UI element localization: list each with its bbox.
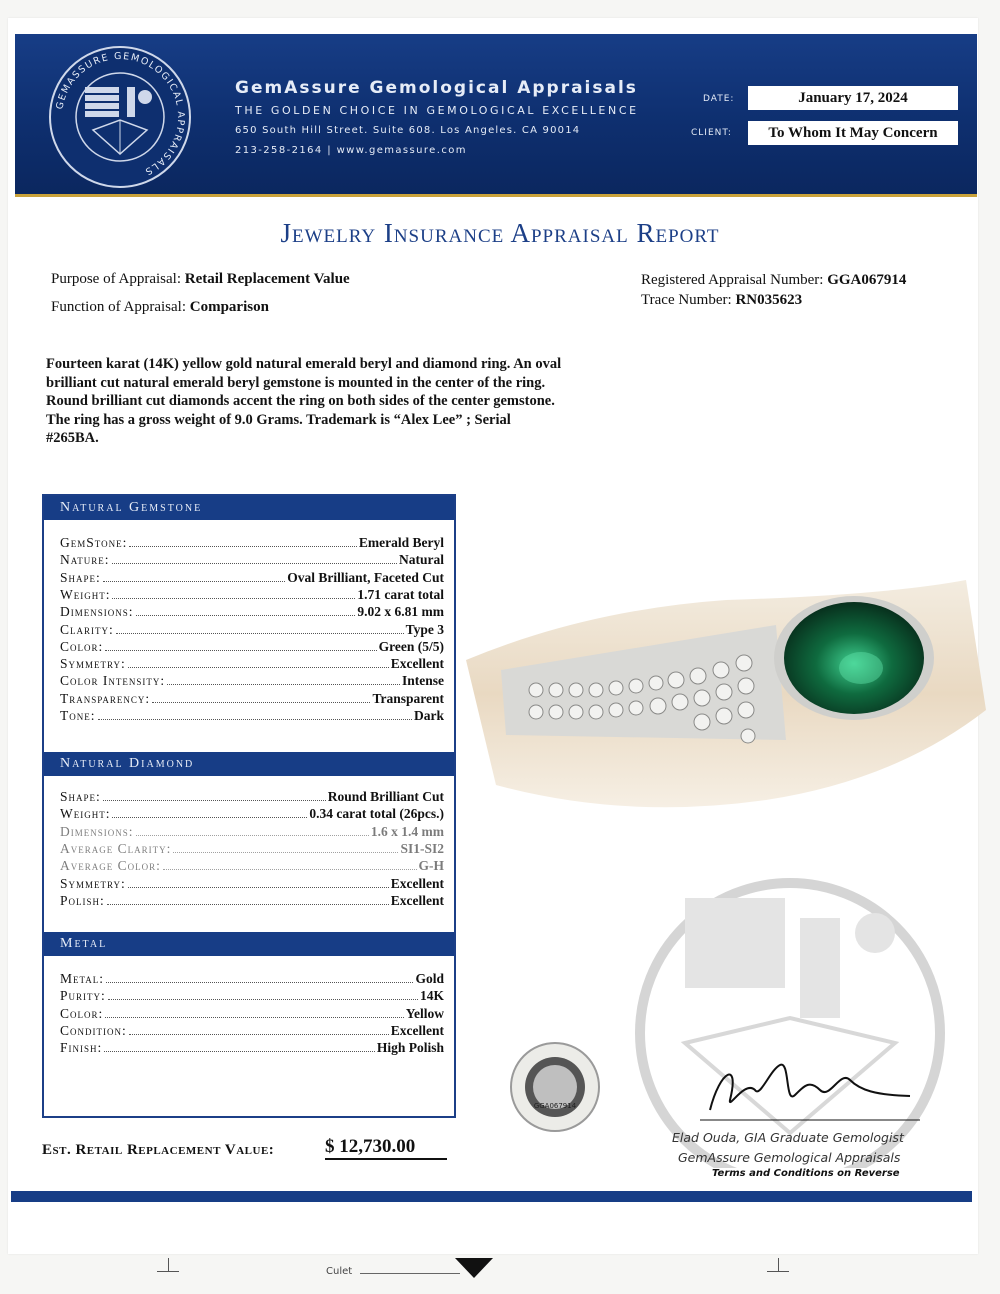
footer-bar bbox=[11, 1191, 972, 1202]
gemstone-row-value: Type 3 bbox=[405, 621, 444, 637]
dot-leader bbox=[112, 817, 307, 818]
gemstone-row-label: Weight: bbox=[60, 586, 111, 602]
dot-leader bbox=[103, 581, 286, 582]
company-name: GemAssure Gemological Appraisals bbox=[235, 78, 638, 98]
gemassure-seal-logo bbox=[45, 42, 195, 192]
diamond-row-label: Weight: bbox=[60, 806, 111, 822]
gemstone-row-label: Shape: bbox=[60, 569, 101, 585]
diamond-row bbox=[60, 857, 444, 874]
dot-leader bbox=[152, 702, 370, 703]
fold-mark bbox=[168, 1258, 169, 1272]
metal-row-label: Condition: bbox=[60, 1022, 127, 1038]
company-address: 650 South Hill Street. Suite 608. Los Angeles. CA 90014 bbox=[235, 125, 581, 136]
gemstone-row-label: Clarity: bbox=[60, 621, 114, 637]
trace-number-label: Trace Number: bbox=[641, 292, 732, 308]
diamond-row-label: Polish: bbox=[60, 892, 105, 908]
dot-leader bbox=[106, 982, 413, 983]
metal-row-label: Color: bbox=[60, 1005, 104, 1021]
dot-leader bbox=[112, 563, 398, 564]
diamond-row bbox=[60, 840, 444, 857]
gemstone-row bbox=[60, 672, 444, 689]
metal-row bbox=[60, 987, 444, 1004]
signature-image bbox=[700, 1050, 920, 1126]
retail-value-amount: $ 12,730.00 bbox=[325, 1136, 447, 1160]
gemstone-row bbox=[60, 638, 444, 655]
client-field: To Whom It May Concern bbox=[748, 121, 958, 145]
diamond-row-value: 1.6 x 1.4 mm bbox=[370, 823, 444, 839]
gemstone-row-label: Tone: bbox=[60, 708, 96, 723]
metal-row bbox=[60, 970, 444, 987]
report-title: Jewelry Insurance Appraisal Report bbox=[280, 218, 720, 248]
dot-leader bbox=[163, 869, 417, 870]
gemstone-row-value: Emerald Beryl bbox=[358, 535, 444, 550]
dot-leader bbox=[104, 1051, 375, 1052]
appraiser-name: Elad Ouda, GIA Graduate Gemologist bbox=[672, 1130, 904, 1145]
diamond-row bbox=[60, 875, 444, 892]
metal-section-heading: Metal bbox=[44, 932, 454, 956]
diamond-row-value: SI1-SI2 bbox=[400, 840, 444, 856]
purpose-label: Purpose of Appraisal: bbox=[51, 271, 181, 287]
gemstone-row bbox=[60, 621, 444, 638]
gemstone-row-value: Excellent bbox=[390, 656, 444, 672]
diamond-row-label: Average Color: bbox=[60, 858, 161, 874]
company-tagline: THE GOLDEN CHOICE IN GEMOLOGICAL EXCELLENCE bbox=[235, 104, 639, 117]
item-description: Fourteen karat (14K) yellow gold natural emerald beryl and diamond ring. An oval brilliant cut natural emerald beryl gemstone is mounted in the center of the ring. Round brilliant cut diamonds accent the ring on both sides of the center gemstone. The ring has a gross weight of 9.0 Grams. Trademark is “Alex Lee” ; Serial #265BA. bbox=[46, 356, 562, 446]
dot-leader bbox=[103, 800, 326, 801]
culet-line bbox=[360, 1273, 460, 1274]
dot-leader bbox=[167, 684, 400, 685]
diamond-row-value: G-H bbox=[418, 858, 444, 874]
diamond-row-value: Excellent bbox=[390, 875, 444, 891]
hologram-seal bbox=[508, 1040, 602, 1134]
gemstone-row-label: GemStone: bbox=[60, 535, 128, 550]
svg-text:GGA067914: GGA067914 bbox=[533, 1102, 577, 1110]
dot-leader bbox=[129, 1034, 389, 1035]
gemstone-row bbox=[60, 569, 444, 586]
specification-panel bbox=[42, 494, 456, 1118]
function-line bbox=[51, 299, 269, 316]
dot-leader bbox=[173, 852, 398, 853]
gemstone-section-heading: Natural Gemstone bbox=[44, 496, 454, 520]
dot-leader bbox=[128, 887, 389, 888]
dot-leader bbox=[129, 546, 357, 547]
registered-number-value: GGA067914 bbox=[827, 272, 907, 288]
diamond-row bbox=[60, 805, 444, 822]
diamond-row-label: Dimensions: bbox=[60, 823, 134, 839]
gemstone-row-value: 9.02 x 6.81 mm bbox=[357, 604, 444, 620]
terms-note: Terms and Conditions on Reverse bbox=[712, 1168, 900, 1179]
dot-leader bbox=[105, 1017, 403, 1018]
gemstone-row-label: Dimensions: bbox=[60, 604, 134, 620]
gemstone-row bbox=[60, 534, 444, 551]
gemstone-row bbox=[60, 603, 444, 620]
svg-text:GEMASSURE GEMOLOGICAL APPRAISA: GEMASSURE GEMOLOGICAL APPRAISALS bbox=[54, 50, 187, 178]
gemstone-row-value: Intense bbox=[401, 673, 444, 689]
dot-leader bbox=[107, 904, 389, 905]
gemstone-row-value: 1.71 carat total bbox=[357, 586, 444, 602]
function-label: Function of Appraisal: bbox=[51, 299, 186, 315]
appraiser-company: GemAssure Gemological Appraisals bbox=[678, 1150, 901, 1165]
client-label: CLIENT: bbox=[691, 128, 732, 138]
metal-row-value: Gold bbox=[415, 971, 444, 986]
metal-row-value: 14K bbox=[419, 988, 444, 1004]
trace-number-line bbox=[641, 292, 802, 309]
gemstone-row bbox=[60, 690, 444, 707]
retail-value-label: Est. Retail Replacement Value: bbox=[42, 1142, 275, 1158]
diamond-row-label: Average Clarity: bbox=[60, 840, 172, 856]
company-contact: 213-258-2164 | www.gemassure.com bbox=[235, 145, 467, 156]
metal-row-label: Finish: bbox=[60, 1040, 103, 1056]
dot-leader bbox=[136, 615, 356, 616]
metal-row bbox=[60, 1039, 444, 1056]
gemstone-row-label: Nature: bbox=[60, 552, 110, 568]
gemstone-row-value: Oval Brilliant, Faceted Cut bbox=[287, 569, 444, 585]
registered-number-label: Registered Appraisal Number: bbox=[641, 272, 824, 288]
dot-leader bbox=[98, 719, 413, 720]
gemstone-row-value: Natural bbox=[399, 552, 444, 568]
registered-number-line bbox=[641, 272, 906, 289]
dot-leader bbox=[116, 633, 404, 634]
dot-leader bbox=[108, 999, 418, 1000]
function-value: Comparison bbox=[189, 299, 269, 315]
metal-row-label: Purity: bbox=[60, 988, 106, 1004]
diamond-row-value: Round Brilliant Cut bbox=[327, 789, 444, 804]
fold-mark bbox=[778, 1258, 779, 1272]
trace-number-value: RN035623 bbox=[735, 292, 803, 308]
diamond-row bbox=[60, 892, 444, 909]
fold-mark bbox=[157, 1271, 179, 1272]
ring-photo bbox=[466, 540, 996, 835]
gemstone-row-value: Transparent bbox=[372, 690, 444, 706]
diamond-row-label: Symmetry: bbox=[60, 875, 126, 891]
fold-mark bbox=[767, 1271, 789, 1272]
gemstone-row bbox=[60, 551, 444, 568]
diamond-section-heading: Natural Diamond bbox=[44, 752, 454, 776]
purpose-value: Retail Replacement Value bbox=[184, 271, 350, 287]
metal-row bbox=[60, 1005, 444, 1022]
gemstone-row-label: Color: bbox=[60, 638, 104, 654]
dot-leader bbox=[105, 650, 376, 651]
gemstone-row-label: Transparency: bbox=[60, 690, 151, 706]
metal-row-value: Excellent bbox=[390, 1022, 444, 1038]
dot-leader bbox=[136, 835, 369, 836]
gemstone-row bbox=[60, 655, 444, 672]
diamond-row bbox=[60, 788, 444, 805]
metal-row-value: Yellow bbox=[405, 1005, 444, 1021]
purpose-line bbox=[51, 271, 350, 288]
gemstone-row-label: Color Intensity: bbox=[60, 673, 166, 689]
gemstone-row bbox=[60, 707, 444, 724]
dot-leader bbox=[128, 667, 389, 668]
dot-leader bbox=[112, 598, 355, 599]
gemstone-row-value: Dark bbox=[414, 708, 444, 723]
diamond-row bbox=[60, 823, 444, 840]
metal-row bbox=[60, 1022, 444, 1039]
culet-diamond-icon bbox=[455, 1258, 493, 1278]
metal-row-value: High Polish bbox=[376, 1040, 444, 1056]
diamond-row-value: 0.34 carat total (26pcs.) bbox=[309, 806, 444, 822]
gemstone-row-value: Green (5/5) bbox=[378, 638, 444, 654]
gemstone-row bbox=[60, 586, 444, 603]
date-field: January 17, 2024 bbox=[748, 86, 958, 110]
metal-row-label: Metal: bbox=[60, 971, 105, 986]
date-label: DATE: bbox=[703, 94, 735, 104]
culet-label: Culet bbox=[326, 1266, 353, 1277]
gemstone-row-label: Symmetry: bbox=[60, 656, 126, 672]
letterhead bbox=[15, 34, 977, 197]
diamond-row-value: Excellent bbox=[390, 892, 444, 908]
diamond-row-label: Shape: bbox=[60, 789, 101, 804]
